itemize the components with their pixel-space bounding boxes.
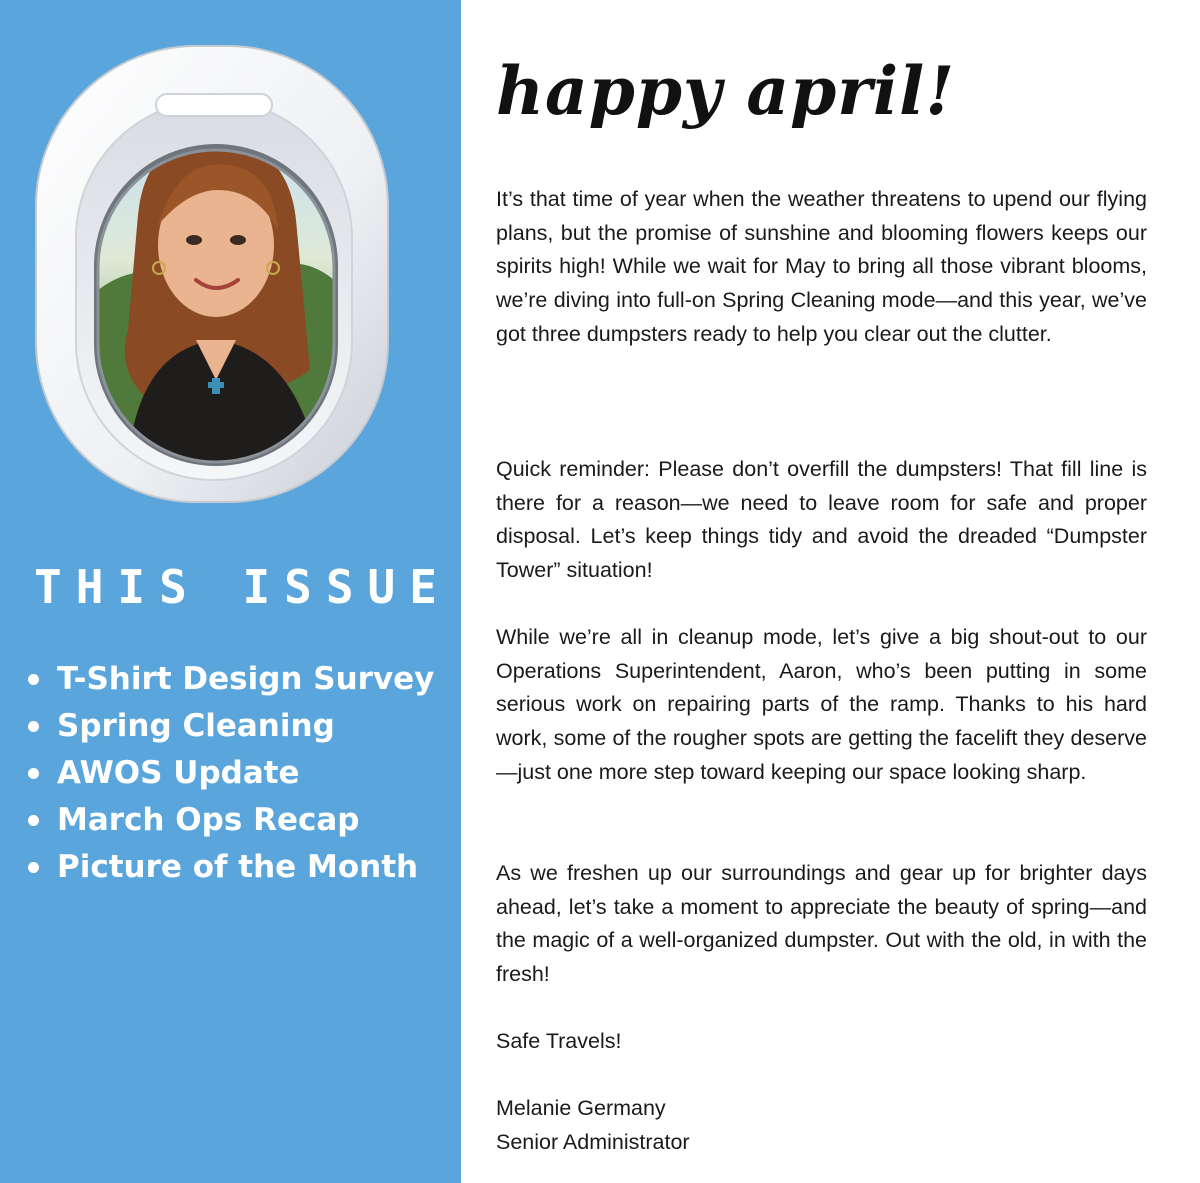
bullet-icon	[28, 721, 39, 732]
issue-item-label: T-Shirt Design Survey	[57, 661, 435, 697]
airplane-window-portrait	[28, 40, 398, 510]
bullet-icon	[28, 674, 39, 685]
paragraph-closing: As we freshen up our surroundings and gear up for brighter days ahead, let’s take a moment to appreciate the beauty of spring—and the magic of a well-organized dumpster. Out with the old, in with the fresh!	[496, 861, 1147, 987]
list-item	[22, 844, 434, 891]
list-item	[22, 656, 434, 703]
signoff: Safe Travels!	[496, 1029, 622, 1053]
issue-contents-list	[22, 656, 434, 891]
paragraph-intro: It’s that time of year when the weather threatens to upend our flying plans, but the promise of sunshine and blooming flowers keeps our spirits high! While we wait for May to bring all those vibrant blooms, we’re diving into full-on Spring Cleaning mode—and this year, we’ve got three dumpsters ready to help you clear out the clutter.	[496, 187, 1147, 346]
list-item	[22, 797, 434, 844]
page-title: happy april!	[496, 52, 956, 130]
signature-title: Senior Administrator	[496, 1130, 690, 1154]
paragraph-dumpster-reminder: Quick reminder: Please don’t overfill the dumpsters! That fill line is there for a reason—we need to leave room for safe and proper disposal. Let’s keep things tidy and avoid the dreaded “Dumpster Tower” situation!	[496, 457, 1147, 583]
issue-item-label: Picture of the Month	[57, 849, 419, 885]
issue-item-label: Spring Cleaning	[57, 708, 335, 744]
paragraph-shout-out: While we’re all in cleanup mode, let’s give a big shout-out to our Operations Superintendent, Aaron, who’s been putting in some serious work on repairing parts of the ramp. Thanks to his hard work, some of the rougher spots are getting the facelift they deserve—just one more step toward keeping our space looking sharp.	[496, 625, 1147, 784]
issue-item-label: March Ops Recap	[57, 802, 360, 838]
this-issue-heading: THIS ISSUE:	[34, 560, 493, 614]
bullet-icon	[28, 862, 39, 873]
issue-item-label: AWOS Update	[57, 755, 300, 791]
bullet-icon	[28, 815, 39, 826]
portrait-illustration	[28, 40, 398, 510]
sidebar	[0, 0, 493, 1183]
list-item	[22, 750, 434, 797]
bullet-icon	[28, 768, 39, 779]
signature-name: Melanie Germany	[496, 1096, 666, 1120]
list-item	[22, 703, 434, 750]
